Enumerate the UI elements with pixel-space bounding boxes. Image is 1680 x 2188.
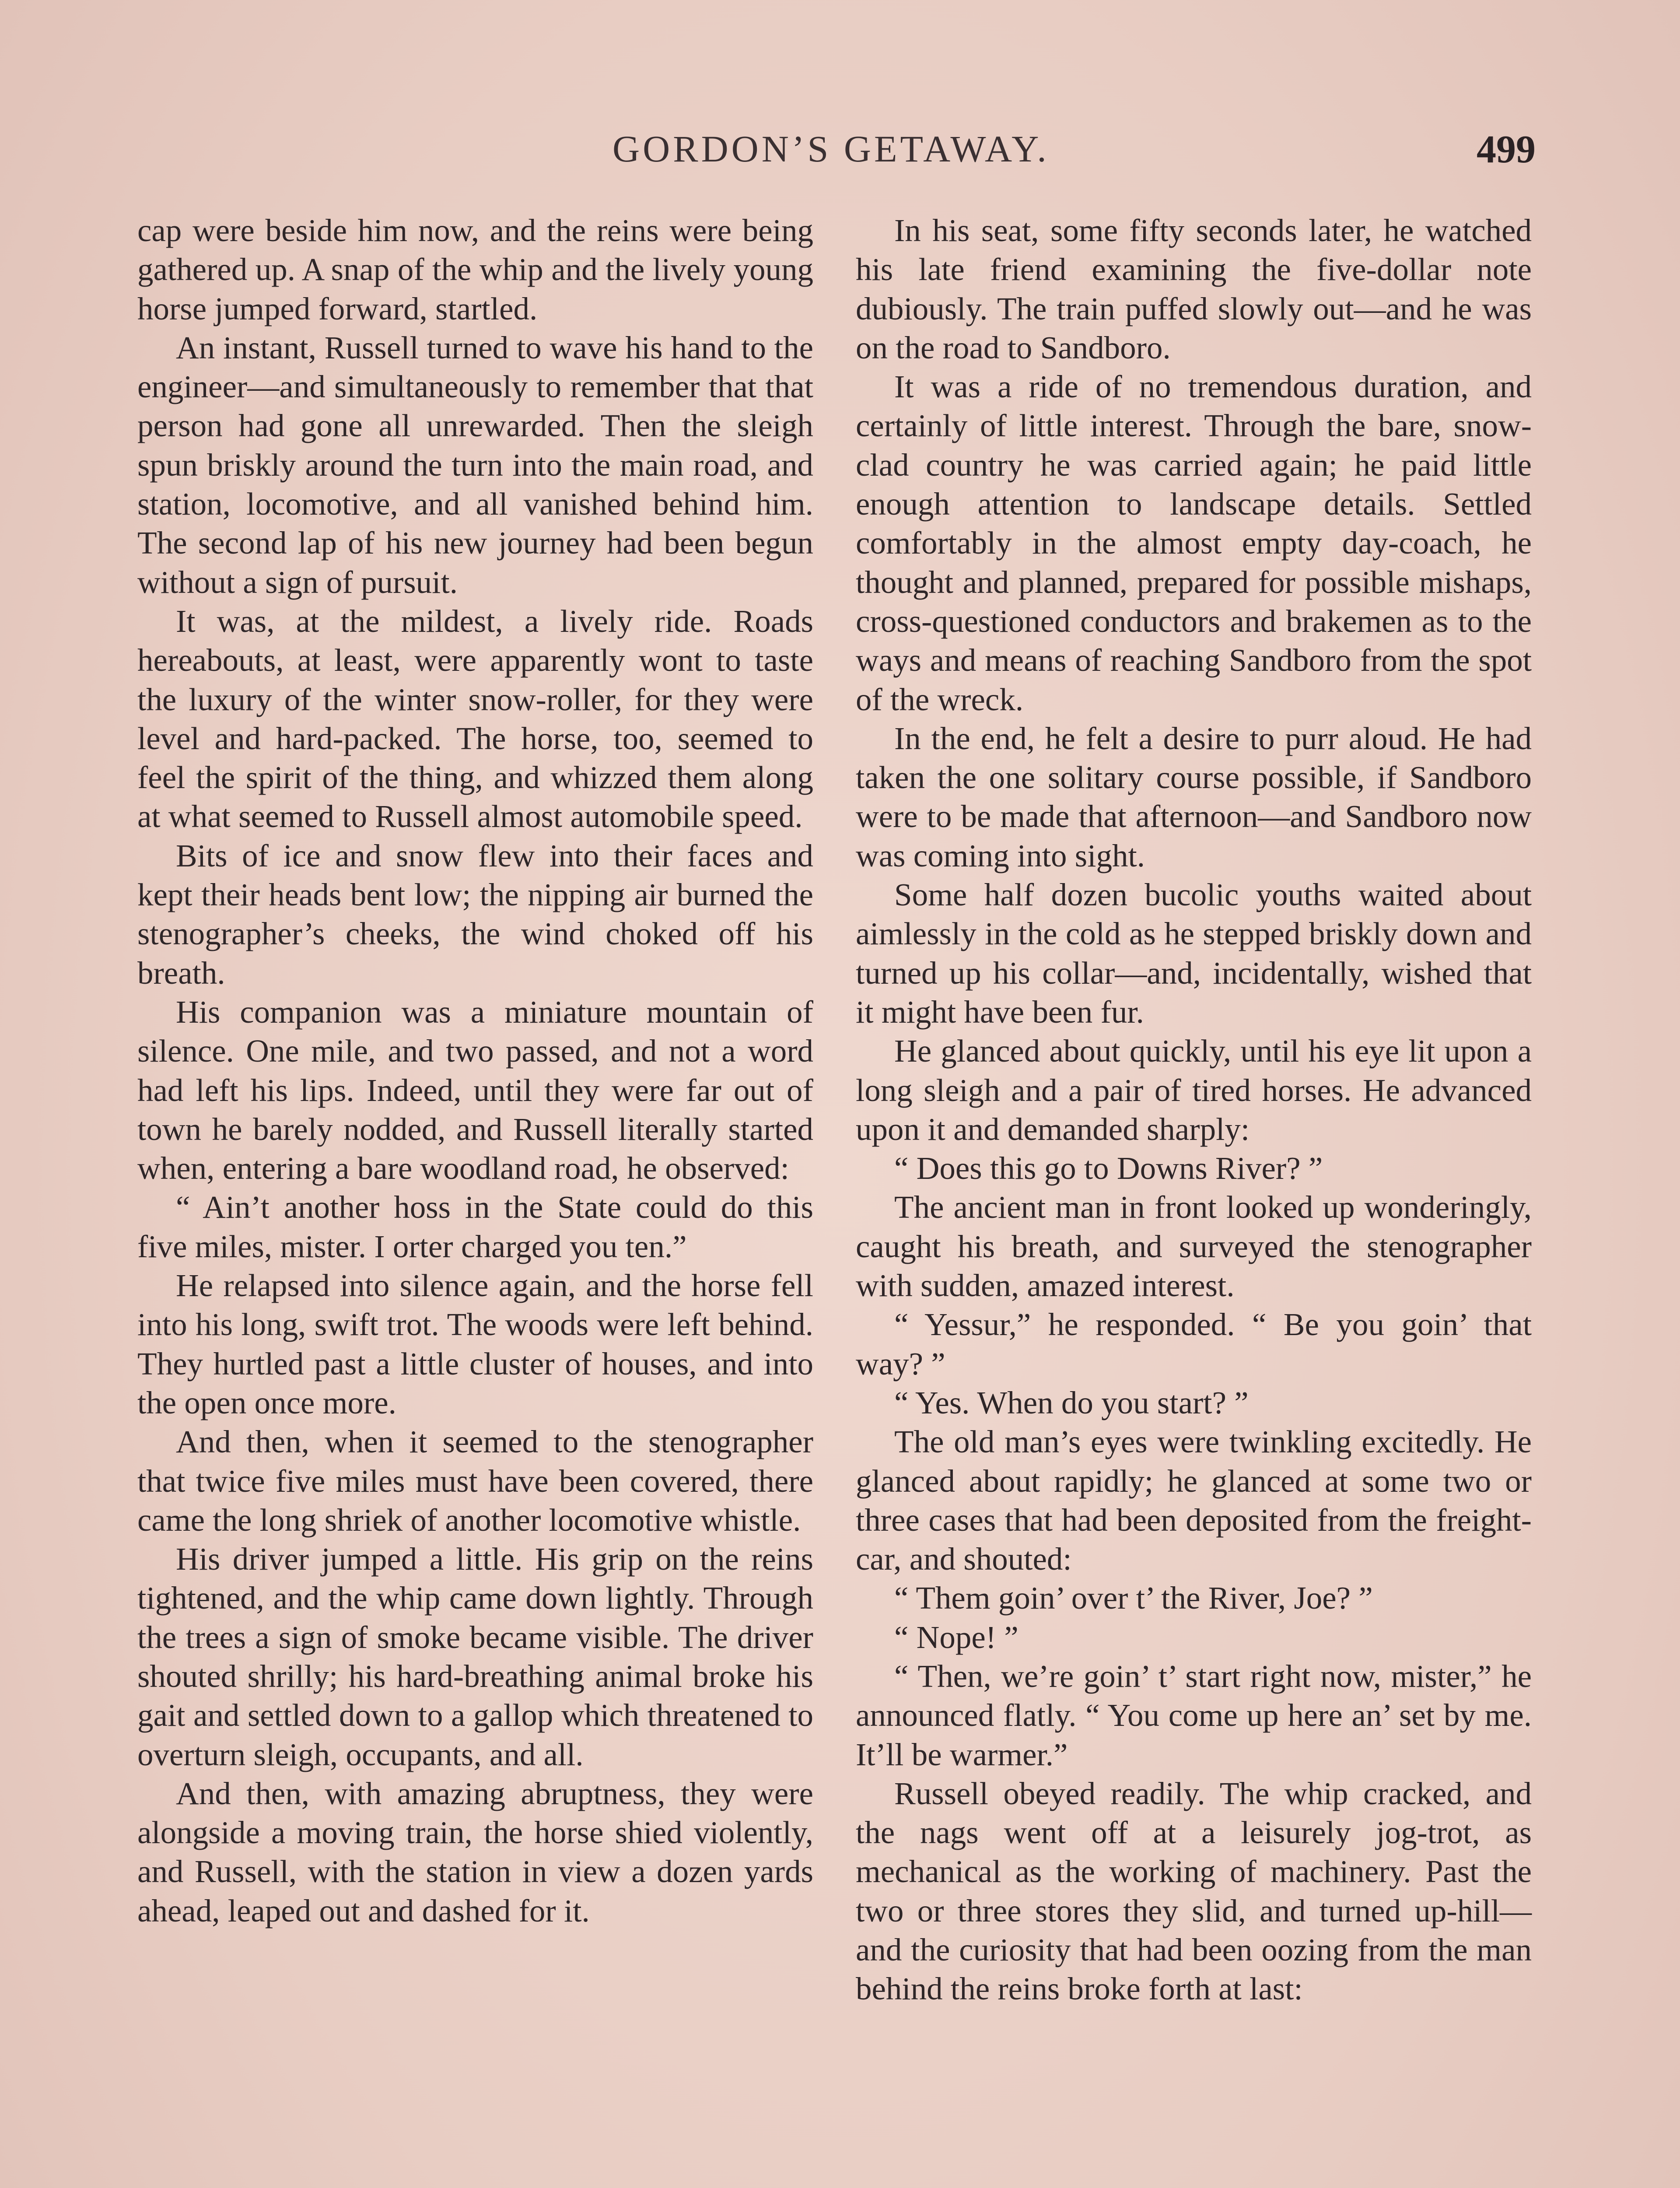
paragraph: His driver jumped a little. His grip on the reins tightened, and the whip came down lightly. Through the trees a sign of smoke became visible. The driver shouted shrilly; his hard-breathing animal broke his gait and settled down to a gallop which threatened to overturn sleigh, occupants, and all. <box>137 1541 813 1772</box>
paragraph: And then, with amazing abruptness, they were alongside a moving train, the horse shied violently, and Russell, with the station in view a dozen yards ahead, leaped out and dashed for it. <box>137 1775 813 1929</box>
paragraph: “ Them goin’ over t’ the River, Joe? ” <box>894 1580 1373 1616</box>
paragraph: “ Yes. When do you start? ” <box>894 1385 1249 1420</box>
paragraph: “ Yessur,” he responded. “ Be you goin’ that way? ” <box>856 1307 1532 1382</box>
paragraph: An instant, Russell turned to wave his hand to the engineer—and simultaneously to remember that that person had gone all unrewarded. Then the sleigh spun briskly around the turn into the main road, and station, locomotive, and all vanished behind him. The second lap of his new journey had been begun without a sign of pursuit. <box>137 330 813 600</box>
paragraph: The old man’s eyes were twinkling excitedly. He glanced about rapidly; he glanced at some two or three cases that had been deposited from the freight-car, and shouted: <box>856 1424 1532 1577</box>
left-column <box>137 211 813 1930</box>
paragraph: His companion was a miniature mountain of silence. One mile, and two passed, and not a word had left his lips. Indeed, until they were far out of town he barely nodded, and Russell literally started when, entering a bare woodland road, he observed: <box>137 994 813 1186</box>
paragraph: Some half dozen bucolic youths waited about aimlessly in the cold as he stepped briskly down and turned up his collar—and, incidentally, wished that it might have been fur. <box>856 877 1532 1030</box>
paragraph: He glanced about quickly, until his eye lit upon a long sleigh and a pair of tired horses. He advanced upon it and demanded sharply: <box>856 1033 1532 1147</box>
running-title: GORDON’S GETAWAY. <box>612 128 1050 170</box>
paragraph: “ Ain’t another hoss in the State could do this five miles, mister. I orter charged you ten.” <box>137 1189 813 1264</box>
page-number: 499 <box>1477 128 1536 171</box>
paragraph: The ancient man in front looked up wonderingly, caught his breath, and surveyed the stenographer with sudden, amazed interest. <box>856 1189 1532 1304</box>
paragraph: It was, at the mildest, a lively ride. Roads hereabouts, at least, were apparently wont to taste the luxury of the winter snow-roller, for they were level and hard-packed. The horse, too, seemed to feel the spirit of the thing, and whizzed them along at what seemed to Russell almost automobile speed. <box>137 603 813 835</box>
paragraph: It was a ride of no tremendous duration, and certainly of little interest. Through the bare, snow-clad country he was carried again; he paid little enough attention to landscape details. Settled comfortably in the almost empty day-coach, he thought and planned, prepared for possible mishaps, cross-questioned conductors and brakemen as to the ways and means of reaching Sandboro from the spot of the wreck. <box>856 369 1532 717</box>
paragraph: Bits of ice and snow flew into their faces and kept their heads bent low; the nipping air burned the stenographer’s cheeks, the wind choked off his breath. <box>137 838 813 991</box>
paragraph: In his seat, some fifty seconds later, he watched his late friend examining the five-dollar note dubiously. The train puffed slowly out—and he was on the road to Sandboro. <box>856 213 1532 365</box>
paragraph: And then, when it seemed to the stenographer that twice five miles must have been covered, there came the long shriek of another locomotive whistle. <box>137 1424 813 1538</box>
paragraph: cap were beside him now, and the reins were being gathered up. A snap of the whip and the lively young horse jumped forward, startled. <box>137 213 813 326</box>
paragraph: “ Nope! ” <box>894 1619 1018 1655</box>
right-column <box>856 211 1532 2009</box>
paragraph: He relapsed into silence again, and the horse fell into his long, swift trot. The woods were left behind. They hurtled past a little cluster of houses, and into the open once more. <box>137 1268 813 1420</box>
paragraph: “ Does this go to Downs River? ” <box>894 1150 1323 1186</box>
paragraph: “ Then, we’re goin’ t’ start right now, mister,” he announced flatly. “ You come up here an’ set by me. It’ll be warmer.” <box>856 1658 1532 1772</box>
paragraph: Russell obeyed readily. The whip cracked, and the nags went off at a leisurely jog-trot, as mechanical as the working of machinery. Past the two or three stores they slid, and turned up-hill—and the curiosity that had been oozing from the man behind the reins broke forth at last: <box>856 1775 1532 2007</box>
paragraph: In the end, he felt a desire to purr aloud. He had taken the one solitary course possible, if Sandboro were to be made that afternoon—and Sandboro now was coming into sight. <box>856 720 1532 873</box>
